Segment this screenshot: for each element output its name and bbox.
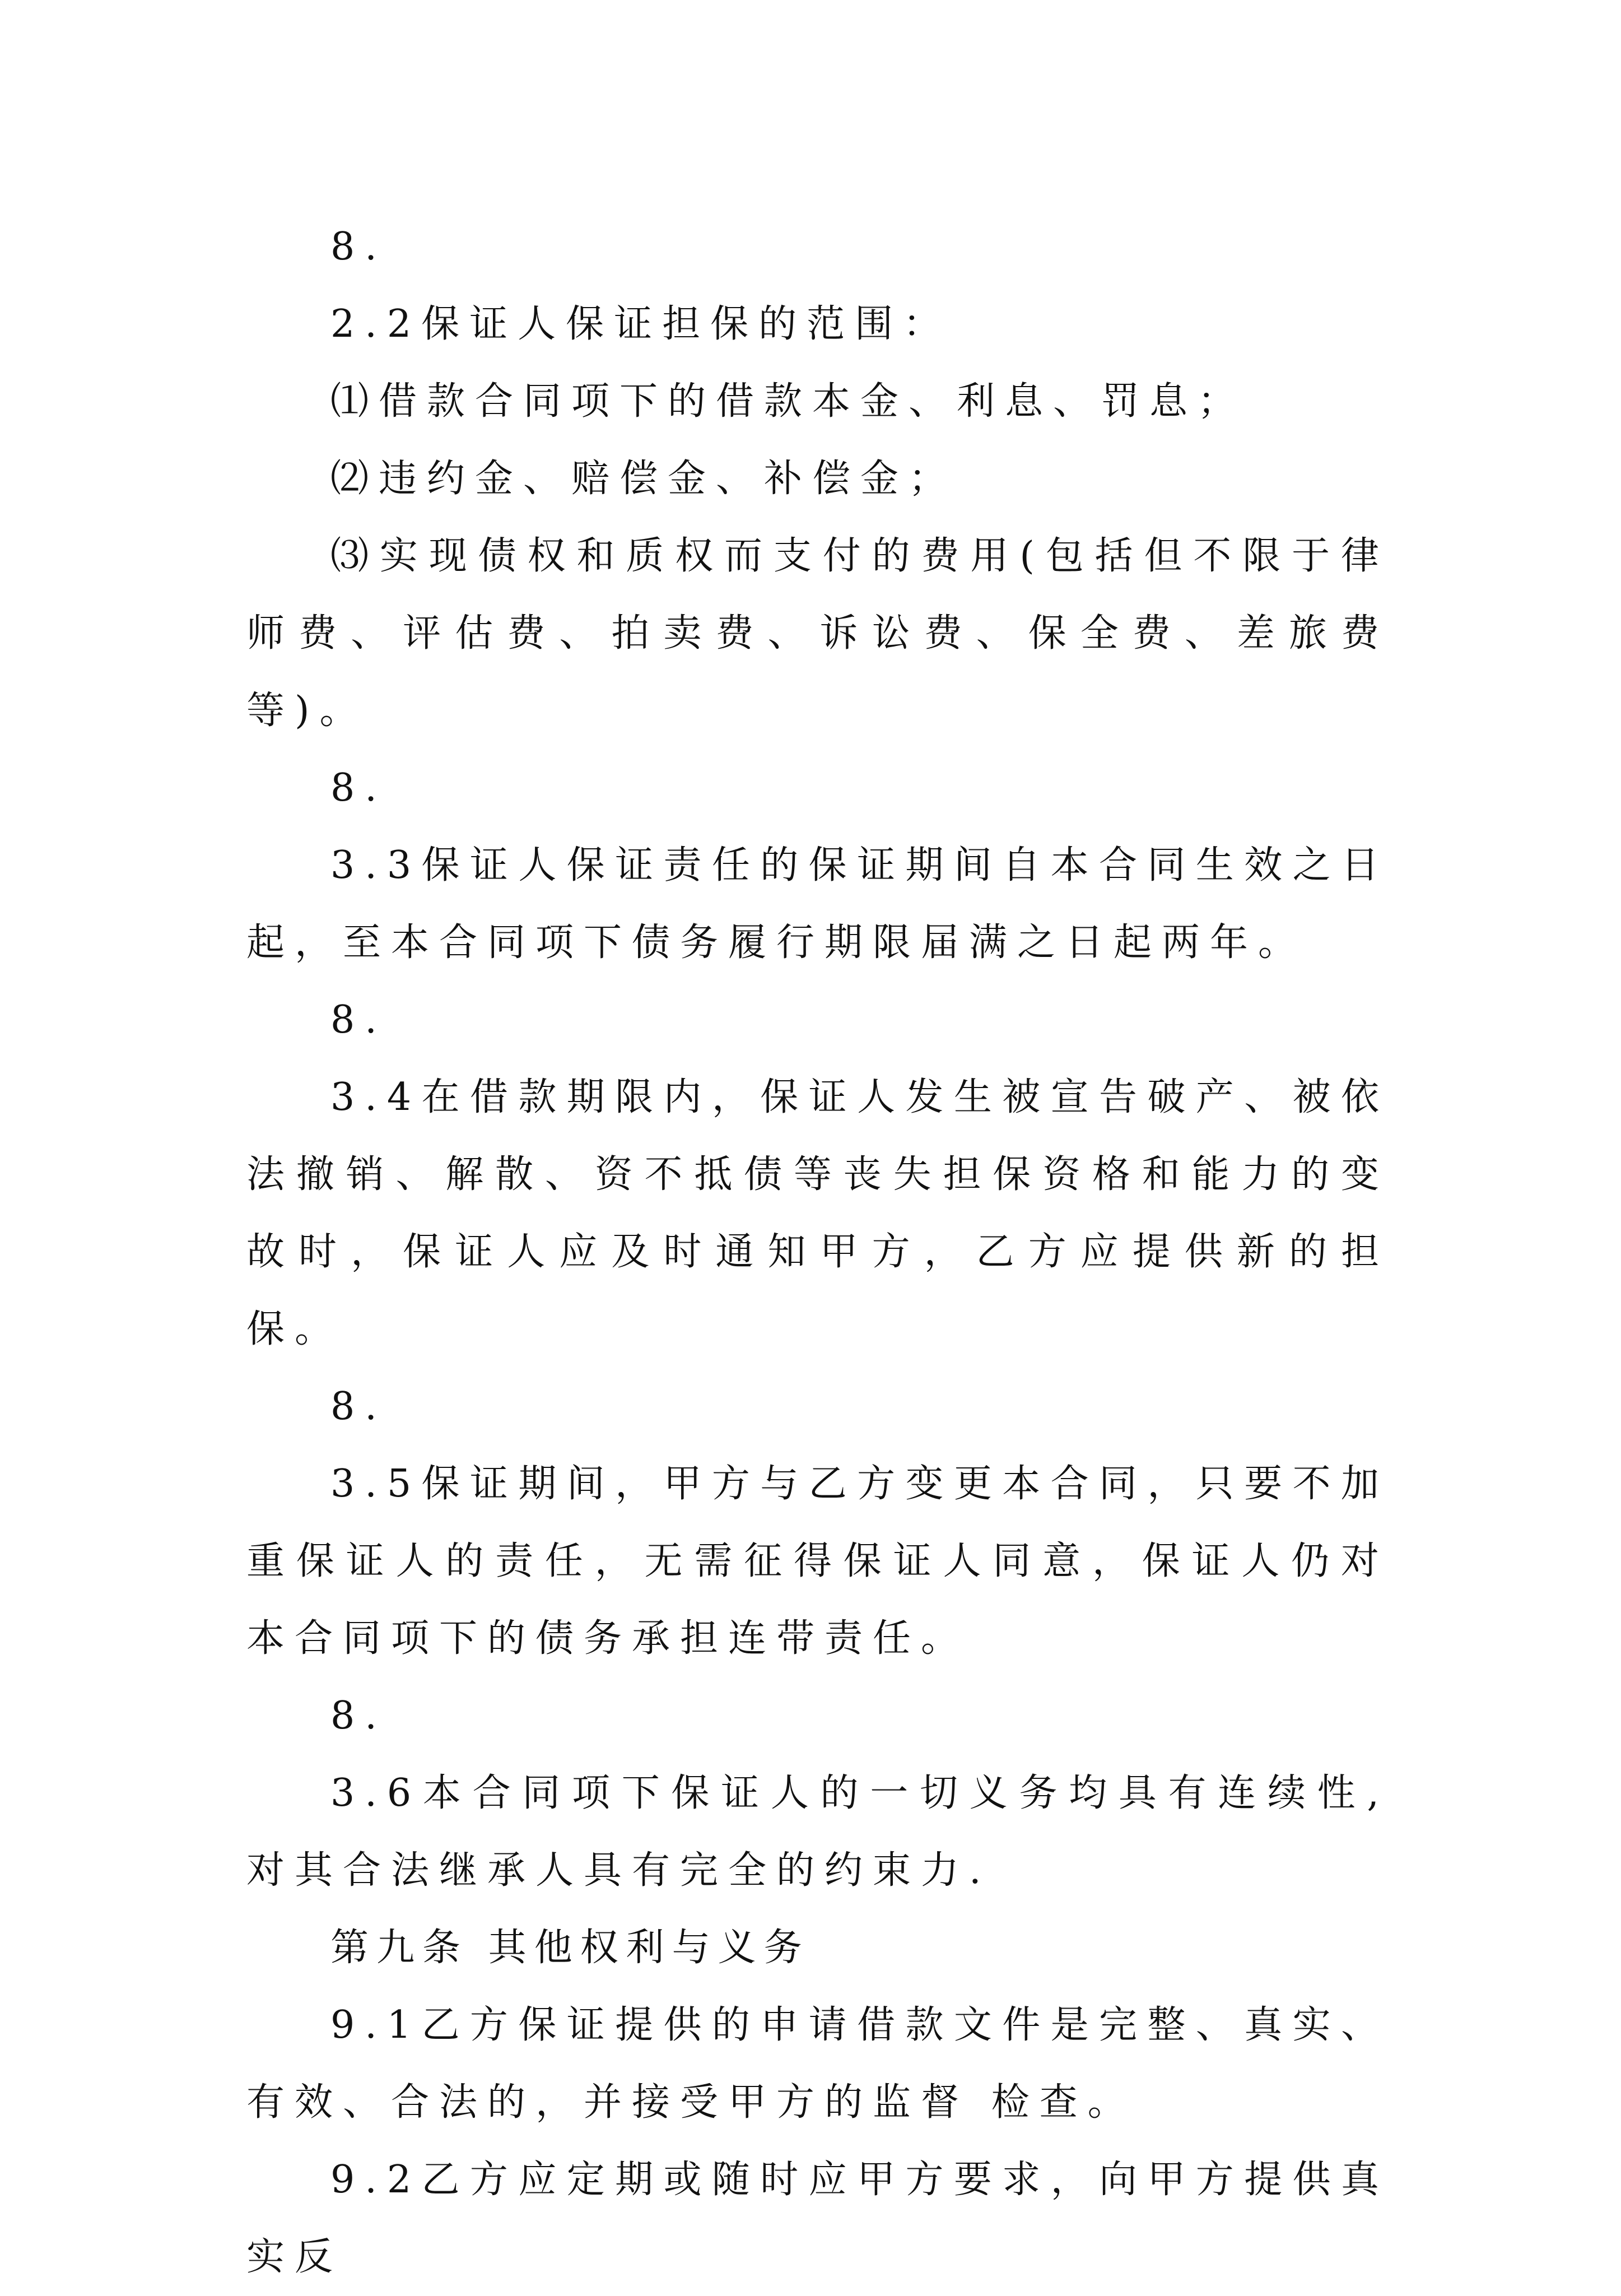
paragraph-section-number: 8. — [330, 998, 387, 1042]
paragraph-clause-3-6: 3.6本合同项下保证人的一切义务均具有连续性,对其合法继承人具有完全的约束力. — [246, 1771, 1389, 1893]
paragraph-section-number: 8. — [330, 225, 387, 269]
paragraph-scope-item-1: ⑴借款合同项下的借款本金、利息、罚息； — [330, 379, 1246, 424]
paragraph-clause-3-5: 3.5保证期间，甲方与乙方变更本合同，只要不加重保证人的责任，无需征得保证人同意，保证人仍对本合同项下的债务承担连带责任。 — [246, 1462, 1389, 1661]
document-body — [246, 208, 1389, 2296]
paragraph-clause-9-1: 9.1乙方保证提供的申请借款文件是完整、真实、有效、合法的，并接受甲方的监督 检查。 — [246, 2003, 1389, 2125]
paragraph-scope-item-3: ⑶实现债权和质权而支付的费用(包括但不限于律师费、评估费、拍卖费、诉讼费、保全费、差旅费等)。 — [246, 534, 1389, 733]
paragraph-section-number: 8. — [330, 766, 387, 810]
paragraph-scope-item-2: ⑵违约金、赔偿金、补偿金； — [330, 457, 957, 501]
paragraph-clause-3-3: 3.3保证人保证责任的保证期间自本合同生效之日起，至本合同项下债务履行期限届满之日起两年。 — [246, 843, 1389, 965]
article-heading: 第九条 其他权利与义务 — [330, 1926, 810, 1970]
paragraph-section-number: 8. — [330, 1384, 387, 1429]
paragraph-section-number: 8. — [330, 1694, 387, 1738]
paragraph-clause-3-4: 3.4在借款期限内，保证人发生被宣告破产、被依法撤销、解散、资不抵债等丧失担保资格和能力的变故时，保证人应及时通知甲方，乙方应提供新的担保。 — [246, 1075, 1389, 1351]
paragraph-guarantee-scope: 2.2保证人保证担保的范围： — [330, 302, 952, 346]
paragraph-clause-9-2: 9.2乙方应定期或随时应甲方要求，向甲方提供真实反 — [246, 2158, 1389, 2279]
